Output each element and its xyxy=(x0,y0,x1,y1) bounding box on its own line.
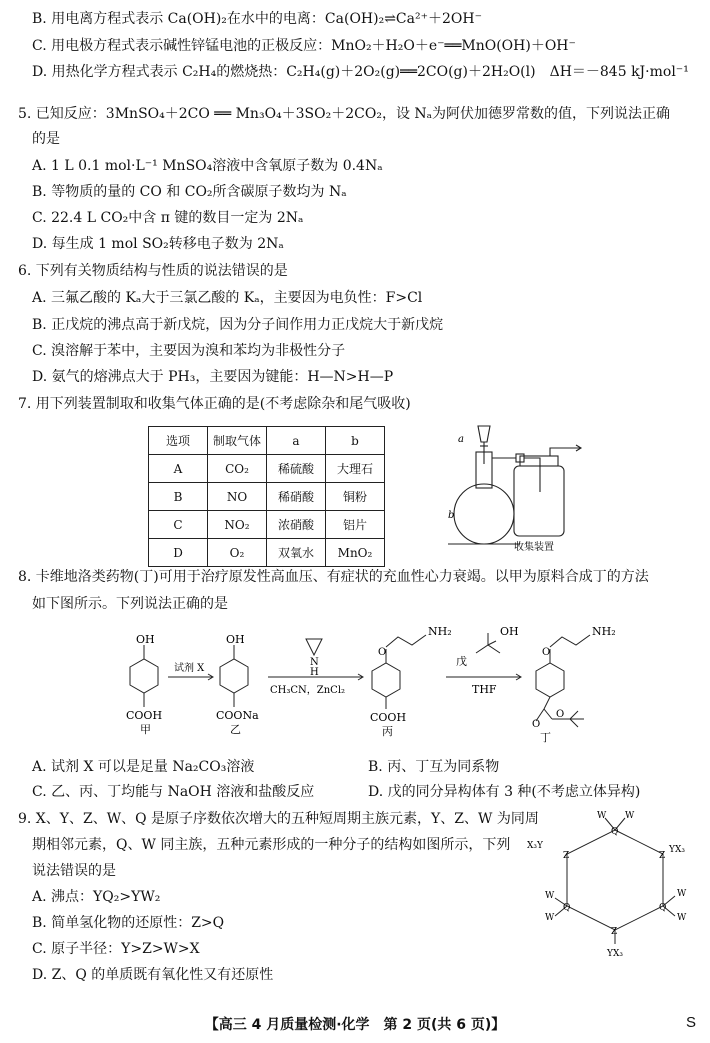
wu-oh: OH xyxy=(500,625,519,638)
collect-label: 收集装置 xyxy=(514,542,554,553)
label-bing: 丙 xyxy=(382,725,393,738)
q8-option-d: D. 戊的同分异构体有 3 种(不考虑立体异构) xyxy=(368,784,641,800)
ding-o-ester: O xyxy=(556,709,565,720)
condition-1: CH₃CN，ZnCl₂ xyxy=(270,685,346,696)
label-yi: 乙 xyxy=(230,723,241,736)
label-b: b xyxy=(448,510,455,521)
q8-option-a: A. 试剂 X 可以是足量 Na₂CO₃溶液 xyxy=(32,759,255,775)
q9-stem-line2: 期相邻元素，Q、W 同主族，五种元素形成的一种分子的结构如图所示，下列 xyxy=(32,837,511,853)
q5-stem-line2: 的是 xyxy=(32,131,60,147)
ring-w1: W xyxy=(597,811,607,821)
q7-cell: 稀硝酸 xyxy=(267,483,326,511)
q5-stem-line1: 5. 已知反应：3MnSO₄＋2CO ══ Mn₃O₄＋3SO₂＋2CO₂，设 Nₐ为阿伏加德罗常数的值，下列说法正确 xyxy=(18,106,671,122)
ring-w5: W xyxy=(545,891,555,901)
q7-cell: B xyxy=(149,483,208,511)
yi-oh: OH xyxy=(226,633,245,646)
q7-cell: 稀硫酸 xyxy=(267,455,326,483)
q7-table-row xyxy=(149,539,385,567)
q6-option-c: C. 溴溶解于苯中，主要因为溴和苯均为非极性分子 xyxy=(32,343,346,359)
q7-stem: 7. 用下列装置制取和收集气体正确的是(不考虑除杂和尾气吸收) xyxy=(18,396,411,412)
q5-option-c: C. 22.4 L CO₂中含 π 键的数目一定为 2Nₐ xyxy=(32,210,304,226)
q6-option-d: D. 氨气的熔沸点大于 PH₃，主要因为键能：H—N>H—P xyxy=(32,369,394,385)
q9-stem-line1: 9. X、Y、Z、W、Q 是原子序数依次增大的五种短周期主族元素，Y、Z、W 为同周 xyxy=(18,811,539,827)
q9-option-d: D. Z、Q 的单质既有氧化性又有还原性 xyxy=(32,967,274,983)
ring-z-bottom: Z xyxy=(611,927,618,937)
q8-stem-line2: 如下图所示。下列说法正确的是 xyxy=(32,596,228,612)
ring-x3y-left: X₃Y xyxy=(527,841,543,851)
q8-stem-line1: 8. 卡维地洛类药物(丁)可用于治疗原发性高血压、有症状的充血性心力衰竭。以甲为原料合成丁的方法 xyxy=(18,569,649,585)
q7-cell: NO₂ xyxy=(208,511,267,539)
q7-header-cell: b xyxy=(326,427,385,455)
q7-cell: 铜粉 xyxy=(326,483,385,511)
q7-cell: 浓硝酸 xyxy=(267,511,326,539)
q7-cell: CO₂ xyxy=(208,455,267,483)
synthesis-scheme xyxy=(100,615,700,750)
reagent-x: 试剂 X xyxy=(174,663,205,674)
label-ding: 丁 xyxy=(540,731,551,744)
q7-cell: NO xyxy=(208,483,267,511)
ring-molecule-diagram xyxy=(525,808,705,968)
label-jia: 甲 xyxy=(140,723,151,736)
q6-stem: 6. 下列有关物质结构与性质的说法错误的是 xyxy=(18,263,288,279)
ring-yx3-bottom: YX₃ xyxy=(607,949,623,959)
q8-option-b: B. 丙、丁互为同系物 xyxy=(368,759,500,775)
prev-option-d: D. 用热化学方程式表示 C₂H₄的燃烧热：C₂H₄(g)＋2O₂(g)══2CO(g)＋2H₂O(l) ΔH＝－845 kJ·mol⁻¹ xyxy=(32,64,689,80)
aziridine-h: H xyxy=(310,667,319,678)
q5-option-b: B. 等物质的量的 CO 和 CO₂所含碳原子数均为 Nₐ xyxy=(32,184,347,200)
q9-option-b: B. 简单氢化物的还原性：Z>Q xyxy=(32,915,225,931)
reagent-wu: 戊 xyxy=(456,655,467,668)
label-a: a xyxy=(458,434,464,445)
q7-table-row xyxy=(149,511,385,539)
condition-2: THF xyxy=(472,683,497,696)
ring-q-top: Q xyxy=(611,827,619,837)
ding-nh2: NH₂ xyxy=(592,625,616,638)
footer-mark: S xyxy=(686,1014,697,1031)
q7-cell: A xyxy=(149,455,208,483)
page-footer: 【高三 4 月质量检测·化学 第 2 页(共 6 页)】 xyxy=(204,1017,506,1033)
q7-header-cell: 选项 xyxy=(149,427,208,455)
prev-option-c: C. 用电极方程式表示碱性锌锰电池的正极反应：MnO₂＋H₂O＋e⁻══MnO(OH)＋OH⁻ xyxy=(32,38,576,54)
yi-coona: COONa xyxy=(216,709,259,722)
ring-w6: W xyxy=(545,913,555,923)
ring-w4: W xyxy=(677,913,687,923)
q7-cell: C xyxy=(149,511,208,539)
ring-w3: W xyxy=(677,889,687,899)
bing-nh2: NH₂ xyxy=(428,625,452,638)
q7-table-row xyxy=(149,455,385,483)
q5-option-a: A. 1 L 0.1 mol·L⁻¹ MnSO₄溶液中含氧原子数为 0.4Nₐ xyxy=(32,158,383,174)
bing-cooh: COOH xyxy=(370,711,407,724)
q7-table-header-row xyxy=(149,427,385,455)
q5-option-d: D. 每生成 1 mol SO₂转移电子数为 2Nₐ xyxy=(32,236,284,252)
q7-cell: 双氧水 xyxy=(267,539,326,567)
ring-z-right: Z xyxy=(659,851,666,861)
ring-z-left: Z xyxy=(563,851,570,861)
jia-cooh: COOH xyxy=(126,709,163,722)
gas-apparatus-diagram xyxy=(440,420,590,555)
q7-reagent-table xyxy=(148,426,385,567)
ring-q-left: Q xyxy=(563,903,571,913)
q6-option-b: B. 正戊烷的沸点高于新戊烷，因为分子间作用力正戊烷大于新戊烷 xyxy=(32,317,444,333)
q7-header-cell: 制取气体 xyxy=(208,427,267,455)
q7-cell: 铝片 xyxy=(326,511,385,539)
q9-stem-line3: 说法错误的是 xyxy=(32,863,116,879)
q7-cell: D xyxy=(149,539,208,567)
prev-option-b: B. 用电离方程式表示 Ca(OH)₂在水中的电离：Ca(OH)₂⇌Ca²⁺＋2OH⁻ xyxy=(32,11,482,27)
q7-cell: O₂ xyxy=(208,539,267,567)
q6-option-a: A. 三氟乙酸的 Kₐ大于三氯乙酸的 Kₐ，主要因为电负性：F>Cl xyxy=(32,290,423,306)
bing-o: O xyxy=(378,647,387,658)
q7-cell: 大理石 xyxy=(326,455,385,483)
ring-yx3-right: YX₃ xyxy=(669,845,685,855)
ring-q-right: Q xyxy=(659,903,667,913)
aziridine-nh: N xyxy=(310,657,319,668)
q7-cell: MnO₂ xyxy=(326,539,385,567)
ding-o: O xyxy=(542,647,551,658)
jia-oh: OH xyxy=(136,633,155,646)
ding-o-carbonyl: O xyxy=(532,719,541,730)
ring-w2: W xyxy=(625,811,635,821)
q7-header-cell: a xyxy=(267,427,326,455)
q8-option-c: C. 乙、丙、丁均能与 NaOH 溶液和盐酸反应 xyxy=(32,784,315,800)
q9-option-a: A. 沸点：YQ₂>YW₂ xyxy=(32,889,161,905)
q9-option-c: C. 原子半径：Y>Z>W>X xyxy=(32,941,200,957)
q7-table-row xyxy=(149,483,385,511)
